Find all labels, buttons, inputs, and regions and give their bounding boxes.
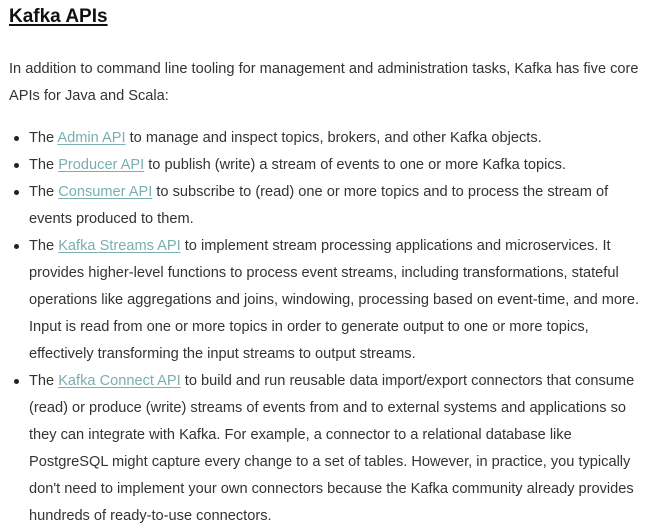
item-description: to build and run reusable data import/export connectors that consume (read) or produce (write) streams of events from and to external systems and applications so they can integrate with Kafka. For example, a connector to a relational database like PostgreSQL might capture every change to a set of tables. However, in practice, you typically don't need to implement your own connectors because the Kafka community already provides hundreds of ready-to-use connectors. <box>29 373 635 524</box>
item-prefix: The <box>29 238 59 254</box>
list-item-kafka-connect-api <box>29 368 654 530</box>
list-item-consumer-api <box>29 179 654 233</box>
item-description: to manage and inspect topics, brokers, and other Kafka objects. <box>125 130 542 146</box>
item-description: to implement stream processing applications and microservices. It provides higher-level functions to process event streams, including transformations, stateful operations like aggregations and joins, windowing, processing based on event-time, and more. Input is read from one or more topics in order to generate output to one or more topics, effectively transforming the input streams to output streams. <box>29 238 640 362</box>
list-item-admin-api <box>29 125 654 152</box>
item-prefix: The <box>29 157 59 173</box>
api-list <box>9 125 654 530</box>
admin-api-link[interactable]: Admin API <box>57 130 126 146</box>
list-item-kafka-streams-api <box>29 233 654 368</box>
item-description: to subscribe to (read) one or more topics and to process the stream of events produced to them. <box>29 184 609 227</box>
kafka-streams-api-link[interactable]: Kafka Streams API <box>58 238 181 254</box>
section-heading: Kafka APIs <box>9 6 108 27</box>
item-prefix: The <box>29 184 59 200</box>
item-description: to publish (write) a stream of events to one or more Kafka topics. <box>144 157 566 173</box>
producer-api-link[interactable]: Producer API <box>58 157 145 173</box>
item-prefix: The <box>29 373 59 389</box>
kafka-connect-api-link[interactable]: Kafka Connect API <box>58 373 181 389</box>
item-prefix: The <box>29 130 58 146</box>
list-item-producer-api <box>29 152 654 179</box>
consumer-api-link[interactable]: Consumer API <box>58 184 153 200</box>
intro-paragraph: In addition to command line tooling for management and administration tasks, Kafka has five core APIs for Java and Scala: <box>9 61 639 104</box>
